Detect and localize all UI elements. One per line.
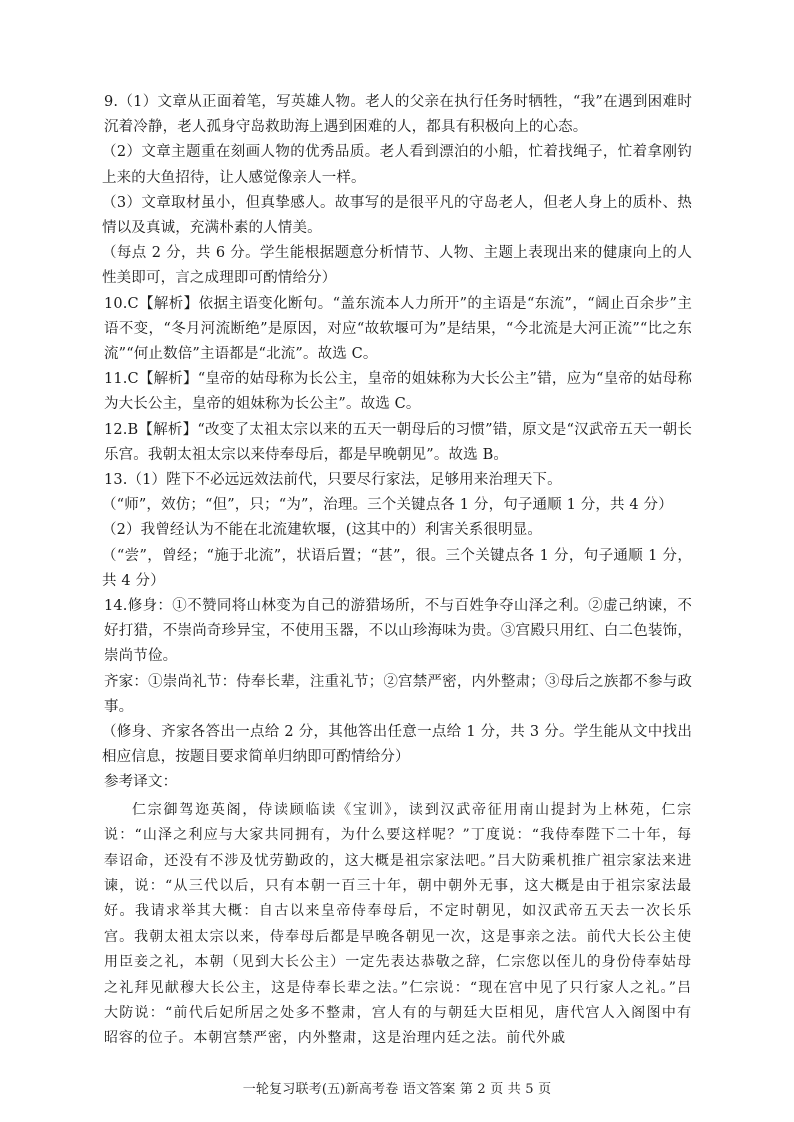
- reference-translation: [104, 798, 692, 1052]
- answer-content: [104, 90, 692, 1052]
- answer-q10: 10.C【解析】依据主语变化断句。“盖东流本人力所开”的主语是“东流”，“阔止百余步”主语不变，“冬月河流断绝”是原因，对应“故软堰可为”是结果，“今北流是大河正流”“比之东流”“何止数倍”主语都是“北流”。故选 C。: [104, 295, 692, 363]
- answer-q9-2: （2）文章主题重在刻画人物的优秀品质。老人看到漂泊的小船，忙着找绳子，忙着拿刚钓上来的大鱼招待，让人感觉像亲人一样。: [102, 144, 692, 186]
- answer-q11: 11.C【解析】“皇帝的姑母称为长公主，皇帝的姐妹称为大长公主”错，应为“皇帝的姑母称为大长公主，皇帝的姐妹称为长公主”。故选 C。: [104, 371, 692, 413]
- answer-q13-2-scoring: （“尝”，曾经；“施于北流”，状语后置；“甚”，很。三个关键点各 1 分，句子通顺 1 分，共 4 分）: [102, 547, 692, 589]
- answer-q13-1: 13.（1）陛下不必远远效法前代，只要尽行家法，足够用来治理天下。: [104, 472, 562, 489]
- translation-paragraph: 仁宗御驾迩英阁，侍读顾临读《宝训》，读到汉武帝征用南山提封为上林苑，仁宗说：“山泽之利应与大家共同拥有，为什么要这样呢？”丁度说：“我侍奉陛下二十年，每奉诏命，还没有不涉及忧劳勤政的，这大概是祖宗家法吧。”吕大防乘机推广祖宗家法来进谏，说：“从三代以后，只有本朝一百三十年，朝中朝外无事，这大概是由于祖宗家法最好。我请求举其大概：自古以来皇帝侍奉母后，不定时朝见，如汉武帝五天去一次长乐宫。我朝太祖太宗以来，侍奉母后都是早晚各朝见一次，这是事亲之法。前代大长公主使用臣妾之礼，本朝（见到大长公主）一定先表达恭敬之辞，仁宗您以侄儿的身份侍奉姑母之礼拜见献穆大长公主，这是侍奉长辈之法。”仁宗说：“现在宫中见了只行家人之礼。”吕大防说：“前代后妃所居之处多不整肃，宫人有的与朝廷大臣相见，唐代宫人入阁图中有昭容的位子。本朝宫禁严密，内外整肃，这是治理内廷之法。前代外戚: [104, 801, 692, 1047]
- answer-q14-xiushen: 14.修身：①不赞同将山林变为自己的游猎场所，不与百姓争夺山泽之利。②虚己纳谏，不好打猎，不崇尚奇珍异宝，不使用玉器，不以山珍海味为贵。③宫殿只用红、白二色装饰，崇尚节俭。: [104, 598, 692, 665]
- answer-q13-1-scoring: （“师”，效仿；“但”，只；“为”，治理。三个关键点各 1 分，句子通顺 1 分，共 4 分）: [102, 497, 673, 514]
- answer-q13-2: （2）我曾经认为不能在北流建软堰，(这其中的）利害关系很明显。: [102, 522, 543, 539]
- answer-q14-qijia: 齐家：①崇尚礼节：侍奉长辈，注重礼节；②宫禁严密，内外整肃；③母后之族都不参与政事。: [104, 673, 692, 715]
- answer-q12: 12.B【解析】“改变了太祖太宗以来的五天一朝母后的习惯”错，原文是“汉武帝五天一朝长乐宫。我朝太祖太宗以来侍奉母后，都是早晚朝见”。故选 B。: [104, 421, 692, 463]
- answer-q9-3: （3）文章取材虽小，但真挚感人。故事写的是很平凡的守岛老人，但老人身上的质朴、热情以及真诚，充满朴素的人情美。: [102, 194, 692, 237]
- translation-heading: 参考译文：: [104, 774, 178, 791]
- answer-q9-1: 9.（1）文章从正面着笔，写英雄人物。老人的父亲在执行任务时牺牲，“我”在遇到困难时沉着冷静，老人孤身守岛救助海上遇到困难的人，都具有积极向上的心态。: [104, 94, 692, 136]
- answer-q9-scoring: （每点 2 分，共 6 分。学生能根据题意分析情节、人物、主题上表现出来的健康向上的人性美即可，言之成理即可酌情给分）: [102, 245, 692, 287]
- answer-q14-scoring: （修身、齐家各答出一点给 2 分，其他答出任意一点给 1 分，共 3 分。学生能从文中找出相应信息，按题目要求简单归纳即可酌情给分）: [102, 724, 692, 766]
- page-footer: 一轮复习联考(五)新高考卷 语文答案 第 2 页 共 5 页: [242, 1082, 552, 1097]
